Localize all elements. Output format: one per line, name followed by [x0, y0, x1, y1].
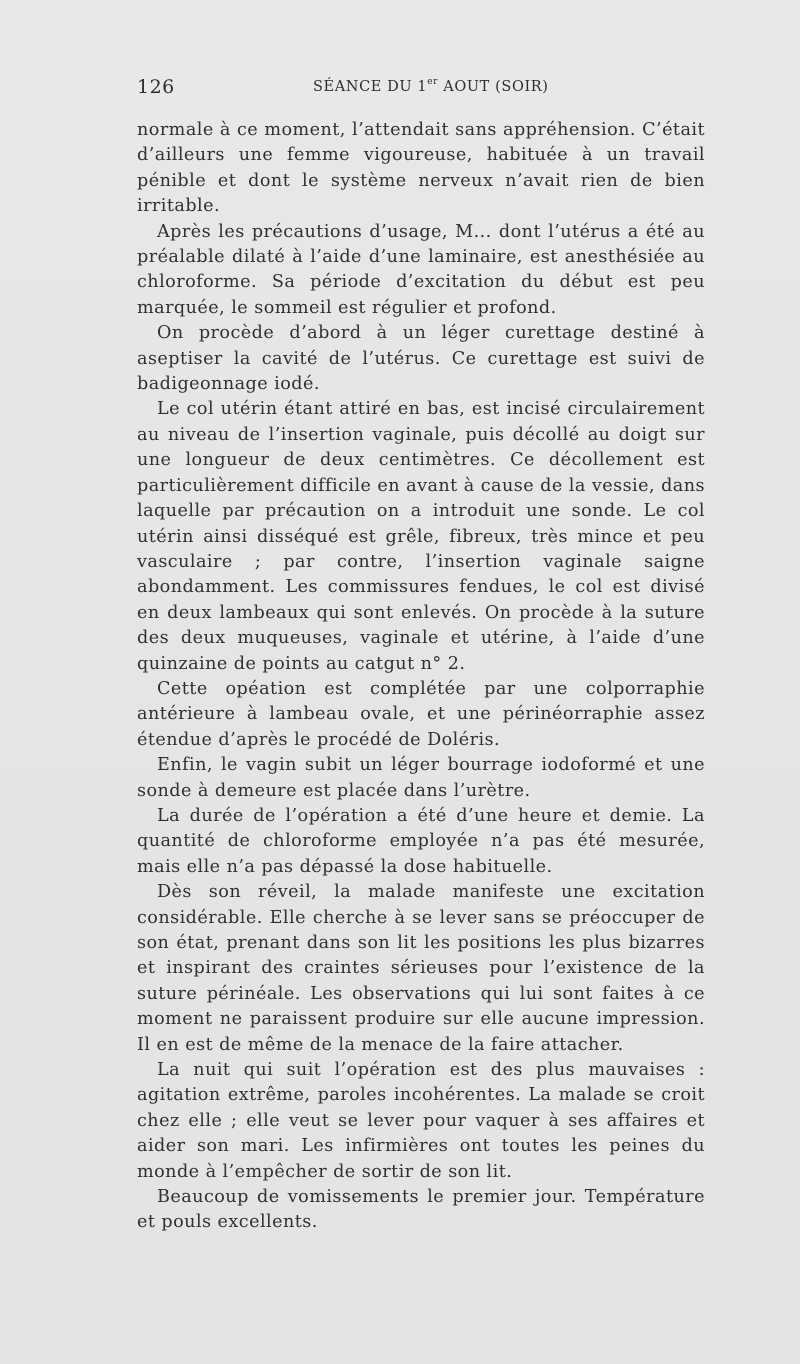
paragraph-duration: La durée de l’opération a été d’une heure et demie. La quantité de chloroforme employée n’a pas été mesurée, mais elle n’a pas dépassé la dose habituelle.: [137, 805, 705, 877]
paragraph-incision: Le col utérin étant attiré en bas, est incisé circulairement au niveau de l’insertion vaginale, puis décollé au doigt sur une longueur de deux centimètres. Ce décollement est particulièrement difficile en avant à cause de la vessie, dans laquelle par précaution on a introduit une sonde. Le col utérin ainsi disséqué est grêle, fibreux, très mince et peu vasculaire ; par contre, l’insertion vaginale saigne abondamment. Les commissures fendues, le col est divisé en deux lambeaux qui sont enlevés. On procède à la suture des deux muqueuses, vaginale et utérine, à l’aide d’une quinzaine de points au catgut n° 2.: [137, 399, 705, 674]
paragraph-curettage: On procède d’abord à un léger curettage destiné à aseptiser la cavité de l’utérus. Ce curettage est suivi de badigeonnage iodé.: [137, 323, 705, 395]
running-head: [313, 79, 549, 95]
paragraph-packing: Enfin, le vagin subit un léger bourrage iodoformé et une sonde à demeure est placée dans l’urètre.: [137, 755, 705, 801]
running-head-post: AOUT (SOIR): [438, 79, 549, 95]
body-text: [137, 118, 705, 1236]
page-header: [137, 76, 707, 106]
paragraph-awakening: Dès son réveil, la malade manifeste une excitation considérable. Elle cherche à se lever sans se préoccuper de son état, prenant dans son lit les positions les plus bizarres et inspirant des craintes sérieuses pour l’existence de la suture périnéale. Les observations qui lui sont faites à ce moment ne paraissent produire sur elle aucune impression. Il en est de même de la menace de la faire attacher.: [137, 882, 705, 1055]
paragraph-continued: normale à ce moment, l’attendait sans appréhension. C’était d’ailleurs une femme vigoureuse, habituée à un travail pénible et dont le système nerveux n’avait rien de bien irritable.: [137, 120, 705, 217]
page-number: 126: [137, 76, 175, 98]
paragraph-vomiting: Beaucoup de vomissements le premier jour. Température et pouls excellents.: [137, 1187, 705, 1233]
running-head-pre: SÉANCE DU 1: [313, 79, 428, 95]
paragraph-night: La nuit qui suit l’opération est des plus mauvaises : agitation extrême, paroles incohérentes. La malade se croit chez elle ; elle veut se lever pour vaquer à ses affaires et aider son mari. Les infirmières ont toutes les peines du monde à l’empêcher de sortir de son lit.: [137, 1060, 705, 1182]
paragraph-anesthesia: Après les précautions d’usage, M... dont l’utérus a été au préalable dilaté à l’aide d’une laminaire, est anesthésiée au chloroforme. Sa période d’excitation du début est peu marquée, le sommeil est régulier et profond.: [137, 221, 705, 318]
paragraph-colporraphy: Cette opéation est complétée par une colporraphie antérieure à lambeau ovale, et une périnéorraphie assez étendue d’après le procédé de Doléris.: [137, 678, 705, 750]
running-head-superscript: er: [427, 77, 439, 87]
